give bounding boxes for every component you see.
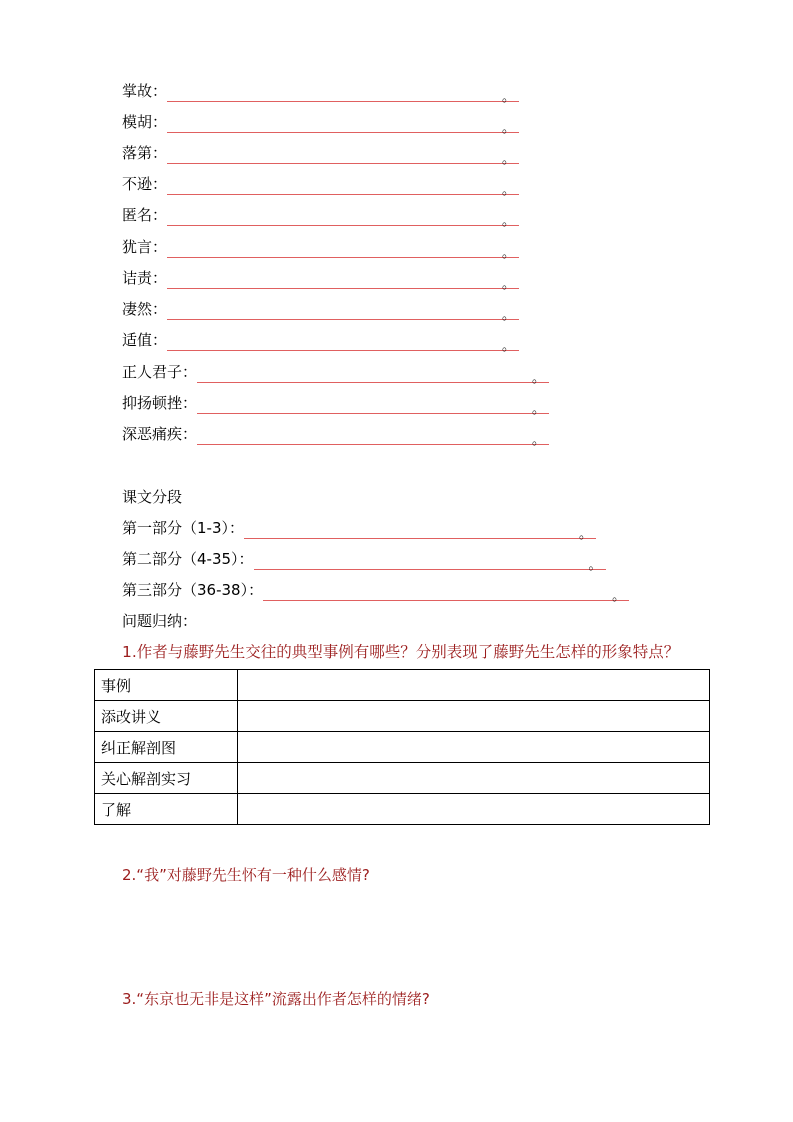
- table-row: [95, 701, 710, 732]
- table-cell-answer[interactable]: [238, 763, 710, 794]
- answer-blank[interactable]: [197, 424, 549, 448]
- period-mark: 。: [502, 214, 516, 229]
- vocab-row: [122, 173, 519, 198]
- period-mark: 。: [532, 402, 546, 417]
- period-mark: 。: [502, 246, 516, 261]
- answer-blank[interactable]: [197, 362, 549, 386]
- answer-blank[interactable]: [167, 299, 519, 323]
- period-mark: 。: [502, 277, 516, 292]
- period-mark: 。: [579, 527, 593, 542]
- vocab-row: [122, 267, 519, 292]
- vocab-term: 抑扬顿挫：: [122, 394, 198, 412]
- section-title: 课文分段: [122, 488, 183, 506]
- answer-blank[interactable]: [197, 393, 549, 417]
- vocab-row: [122, 204, 519, 229]
- section-label: 第一部分（1-3）：: [122, 519, 245, 537]
- vocab-term: 诘责：: [122, 269, 168, 287]
- period-mark: 。: [532, 371, 546, 386]
- answer-blank[interactable]: [167, 268, 519, 292]
- table-row: [95, 732, 710, 763]
- vocab-row: [122, 80, 519, 105]
- vocab-row: [122, 361, 549, 386]
- section-row: [122, 579, 629, 604]
- section-row: [122, 517, 596, 542]
- period-mark: 。: [502, 90, 516, 105]
- period-mark: 。: [588, 558, 602, 573]
- answer-blank[interactable]: [167, 205, 519, 229]
- answer-blank[interactable]: [263, 580, 629, 604]
- vocab-row: [122, 423, 549, 448]
- events-table: [94, 669, 710, 825]
- table-cell-answer[interactable]: [238, 794, 710, 825]
- vocab-row: [122, 329, 519, 354]
- answer-blank[interactable]: [167, 81, 519, 105]
- vocab-term: 犹言：: [122, 238, 168, 256]
- question-2: 2.“我”对藤野先生怀有一种什么感情?: [122, 866, 370, 884]
- vocab-term: 匿名：: [122, 206, 168, 224]
- section-row: [122, 548, 606, 573]
- period-mark: 。: [612, 589, 626, 604]
- table-cell-answer[interactable]: [238, 701, 710, 732]
- period-mark: 。: [502, 121, 516, 136]
- table-row: [95, 670, 710, 701]
- answer-blank[interactable]: [167, 174, 519, 198]
- table-cell-answer[interactable]: [238, 670, 710, 701]
- table-row: [95, 763, 710, 794]
- vocab-term: 适值：: [122, 331, 168, 349]
- period-mark: 。: [532, 433, 546, 448]
- table-cell-label: 纠正解剖图: [95, 732, 238, 763]
- vocab-row: [122, 298, 519, 323]
- vocab-row: [122, 142, 519, 167]
- vocab-term: 落第：: [122, 144, 168, 162]
- vocab-row: [122, 236, 519, 261]
- answer-blank[interactable]: [167, 143, 519, 167]
- answer-blank[interactable]: [167, 237, 519, 261]
- period-mark: 。: [502, 183, 516, 198]
- vocab-term: 不逊：: [122, 175, 168, 193]
- table-cell-label: 事例: [95, 670, 238, 701]
- vocab-term: 正人君子：: [122, 363, 198, 381]
- period-mark: 。: [502, 339, 516, 354]
- question-3: 3.“东京也无非是这样”流露出作者怎样的情绪?: [122, 990, 430, 1008]
- table-cell-answer[interactable]: [238, 732, 710, 763]
- answer-blank[interactable]: [167, 112, 519, 136]
- answer-blank[interactable]: [244, 518, 596, 542]
- period-mark: 。: [502, 152, 516, 167]
- vocab-term: 掌故：: [122, 82, 168, 100]
- section-label: 第二部分（4-35）：: [122, 550, 254, 568]
- table-cell-label: 了解: [95, 794, 238, 825]
- vocab-row: [122, 111, 519, 136]
- table-cell-label: 关心解剖实习: [95, 763, 238, 794]
- answer-blank[interactable]: [167, 330, 519, 354]
- question-1: 1.作者与藤野先生交往的典型事例有哪些？分别表现了藤野先生怎样的形象特点？: [122, 643, 680, 661]
- vocab-term: 深恶痛疾：: [122, 425, 198, 443]
- table-row: [95, 794, 710, 825]
- section-label: 第三部分（36-38）：: [122, 581, 264, 599]
- vocab-term: 模胡：: [122, 113, 168, 131]
- vocab-term: 凄然：: [122, 300, 168, 318]
- table-cell-label: 添改讲义: [95, 701, 238, 732]
- summary-title: 问题归纳：: [122, 612, 198, 630]
- answer-blank[interactable]: [254, 549, 606, 573]
- vocab-row: [122, 392, 549, 417]
- period-mark: 。: [502, 308, 516, 323]
